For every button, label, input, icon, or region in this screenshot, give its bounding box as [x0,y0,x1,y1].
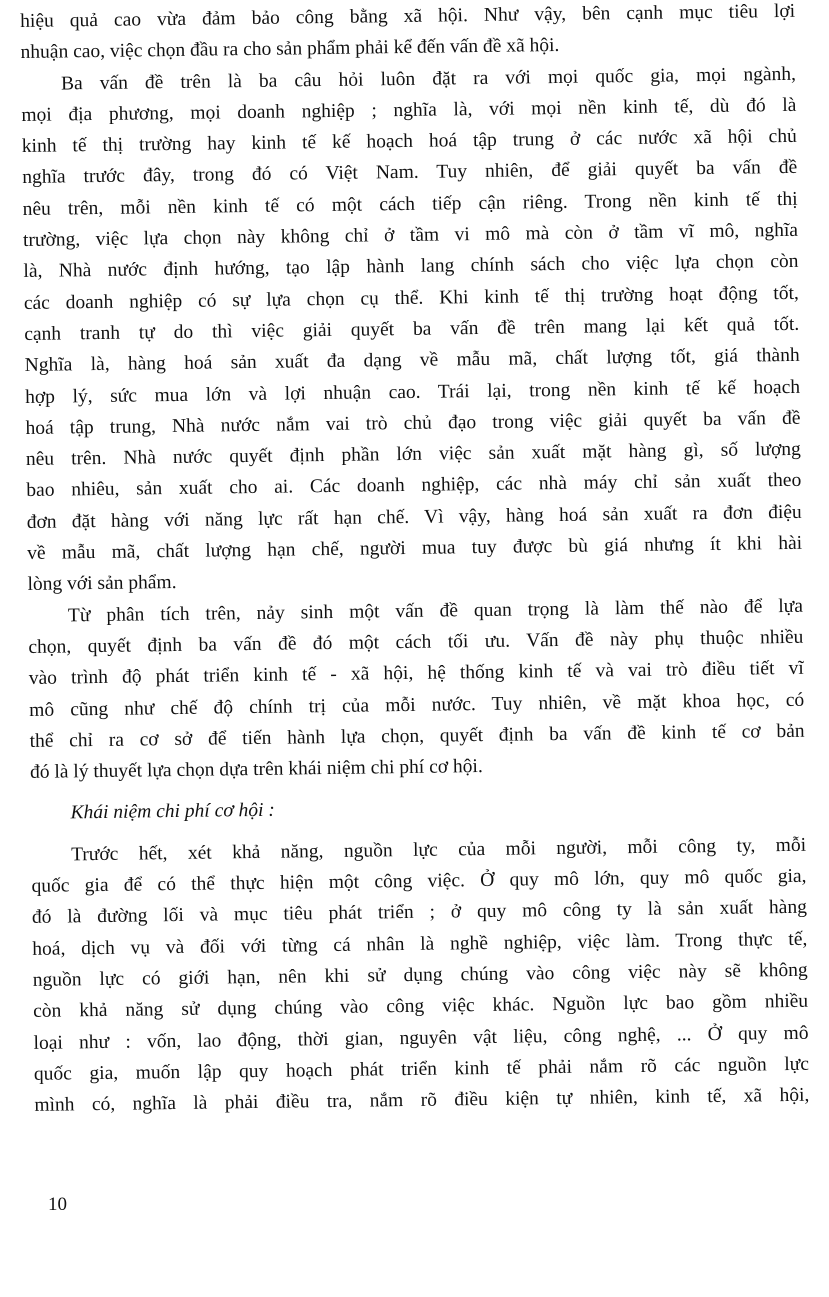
text-line: Trước hết, xét khả năng, nguồn lực của mỗi người, mỗi công ty, mỗi [70,834,807,866]
text-line: mình có, nghĩa là phải điều tra, nắm rõ điều kiện tự nhiên, kinh tế, xã hội, [34,1084,810,1116]
text-line: Từ phân tích trên, nảy sinh một vấn đề quan trọng là làm thế nào để lựa [67,595,804,627]
text-line: Ba vấn đề trên là ba câu hỏi luôn đặt ra với mọi quốc gia, mọi ngành, [60,63,797,95]
paragraph-resources [31,830,810,1122]
text-line: quốc gia để có thể thực hiện một công việc. Ở quy mô lớn, quy mô quốc gia, [31,865,807,897]
text-line: trường, việc lựa chọn này không chỉ ở tầm vi mô mà còn ở tầm vĩ mô, nghĩa [22,219,799,252]
text-line: nêu trên, mỗi nền kinh tế có một cách tiếp cận riêng. Trong nền kinh tế thị [22,188,798,220]
text-line: nguồn lực có giới hạn, nên khi sử dụng chúng vào công việc này sẽ không [32,959,808,991]
text-line: quốc gia, muốn lập quy hoạch phát triển kinh tế phải nắm rõ các nguồn lực [33,1053,810,1085]
paragraph-three-questions [21,58,803,600]
text-line: cạnh tranh tự do thì việc giải quyết ba vấn đề trên mang lại kết quả tốt. [24,313,800,345]
text-line: hoá, dịch vụ và đối với từng cá nhân là nghề nghiệp, việc làm. Trong thực tế, [32,928,808,960]
text-line: về mẫu mã, chất lượng hạn chế, người mua tuy được bù giá nhưng ít khi hài [27,532,803,564]
text-line: đó là đường lối và mục tiêu phát triển ; ở quy mô công ty là sản xuất hàng [31,897,808,929]
text-line: mọi địa phương, mọi doanh nghiệp ; nghĩa là, với mọi nền kinh tế, dù đó là [21,94,797,126]
text-line: các doanh nghiệp có sự lựa chọn cụ thể. Khi kinh tế thị trường hoạt động tốt, [23,282,799,314]
text-line: thể chỉ ra cơ sở để tiến hành lựa chọn, quyết định ba vấn đề kinh tế cơ bản [29,720,805,752]
text-line: nghĩa trước đây, trong đó có Việt Nam. Tuy nhiên, để giải quyết ba vấn đề [22,157,798,189]
text-line: nhuận cao, việc chọn đầu ra cho sản phẩm phải kể đến vấn đề xã hội. [20,35,560,64]
text-line: chọn, quyết định ba vấn đề đó một cách tối ưu. Vấn đề này phụ thuộc nhiều [28,626,804,658]
paragraph-optimal-choice [28,590,805,788]
text-line: bao nhiêu, sản xuất cho ai. Các doanh nghiệp, các nhà máy chỉ sản xuất theo [26,470,802,502]
text-line: nêu trên. Nhà nước quyết định phần lớn việc sản xuất mặt hàng gì, số lượng [25,438,802,471]
page-text [20,0,810,1121]
text-line: hiệu quả cao vừa đảm bảo công bằng xã hội. Như vậy, bên cạnh mục tiêu lợi [20,0,796,32]
text-line: Nghĩa là, hàng hoá sản xuất đa dạng về mẫu mã, chất lượng tốt, giá thành [24,345,800,377]
text-line: vào trình độ phát triển kinh tế - xã hội, hệ thống kinh tế và vai trò điều tiết vĩ [28,658,804,690]
text-line: đó là lý thuyết lựa chọn dựa trên khái niệm chi phí cơ hội. [29,756,483,784]
section-heading: Khái niệm chi phí cơ hội : [70,800,275,824]
text-line: còn khả năng sử dụng chúng vào công việc khác. Nguồn lực bao gồm nhiều [33,990,809,1023]
text-line: là, Nhà nước định hướng, tạo lập hành lang chính sách cho việc lựa chọn còn [23,251,799,283]
text-line: lòng với sản phẩm. [27,572,177,596]
text-line: loại như : vốn, lao động, thời gian, nguyên vật liệu, công nghệ, ... Ở quy mô [33,1022,809,1054]
text-line: mô cũng như chế độ chính trị của mỗi nước. Tuy nhiên, về mặt khoa học, có [29,689,805,721]
text-line: đơn đặt hàng với năng lực rất hạn chế. Vì vậy, hàng hoá sản xuất ra đơn điệu [26,501,802,533]
page-number: 10 [48,1194,67,1215]
text-line: hợp lý, sức mua lớn và lợi nhuận cao. Trái lại, trong nền kinh tế kế hoạch [24,376,801,408]
paragraph-continuation [20,0,796,69]
text-line: kinh tế thị trường hay kinh tế kế hoạch hoá tập trung ở các nước xã hội chủ [21,126,797,158]
text-line: hoá tập trung, Nhà nước nắm vai trò chủ đạo trong việc giải quyết ba vấn đề [25,407,801,439]
